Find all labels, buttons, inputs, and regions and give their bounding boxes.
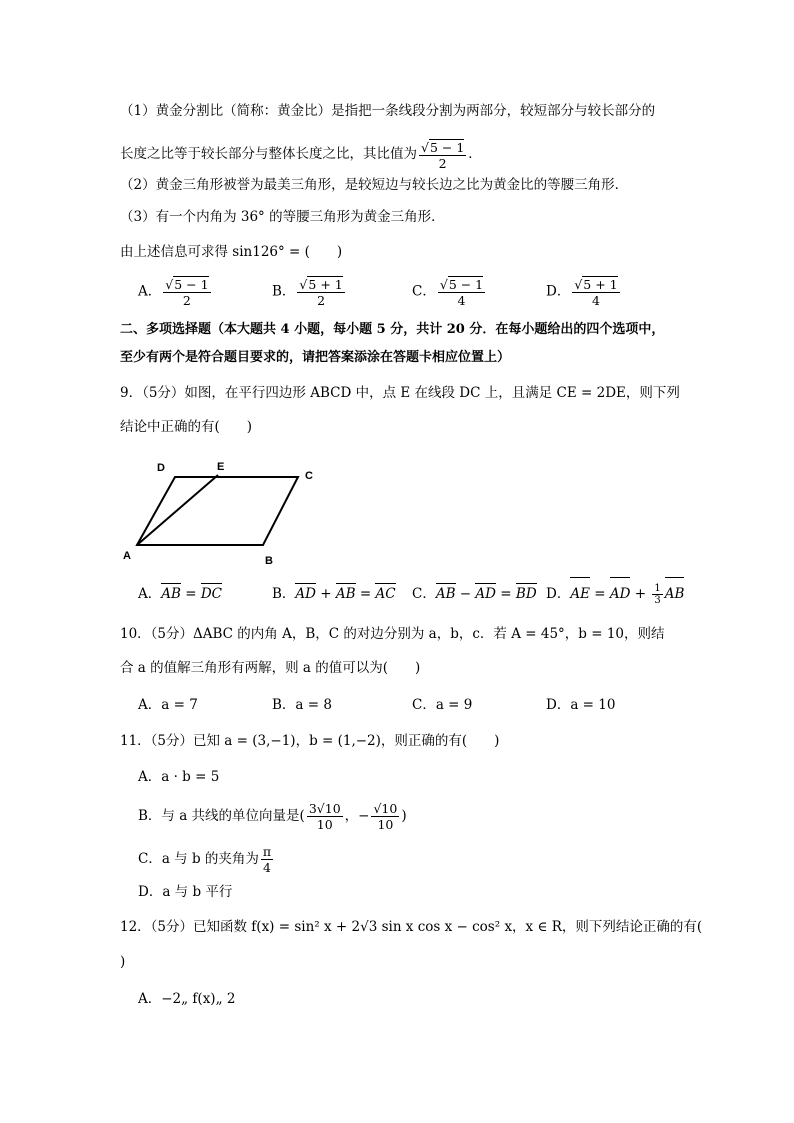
question-10-stem-line2: 合 a 的值解三角形有两解，则 a 的值可以为( ) [120,660,421,676]
parallelogram-figure [115,455,325,570]
question-10-stem-line1: 10．（5分）ΔABC 的内角 A，B，C 的对边分别为 a，b，c．若 A = 45°，b = 10，则结 [120,626,665,642]
q11-option-b[interactable]: B．与 a 共线的单位向量是( $\frac{3√10}{10}$ ，− $\frac{√10}{10}$ ) [138,801,407,832]
segment-ae [137,475,218,545]
point-a-label: A [123,550,131,562]
q10-option-d[interactable]: D．a = 10 [546,697,616,713]
section-2-header-line2: 至少有两个是符合题目要求的，请把答案添涂在答题卡相应位置上） [120,350,511,365]
section-2-header-line1: 二、多项选择题（本大题共 4 小题，每小题 5 分，共计 20 分．在每小题给出的四个选项中， [120,322,665,337]
golden-ratio-definition-text: 长度之比等于较长部分与整体长度之比，其比值为 [120,146,417,162]
parallelogram-abcd [137,477,298,545]
golden-triangle-angle-note: （3）有一个内角为 36° 的等腰三角形为黄金三角形． [120,209,445,225]
question-12-stem-line2: ) [120,954,126,970]
point-d-label: D [157,462,165,474]
q9-option-d[interactable]: D．AE = AD + $\frac{1}{3}$ AB [546,578,684,610]
q12-option-a[interactable]: A．−2„ f(x)„ 2 [138,991,236,1007]
question-9-stem-line1: 9．（5分）如图，在平行四边形 ABCD 中，点 E 在线段 DC 上，且满足 CE = 2DE，则下列 [120,385,680,401]
question-11-stem: 11．（5分）已知 a = (3,−1)，b = (1,−2)，则正确的有( ) [120,733,500,749]
golden-ratio-definition-line1: （1）黄金分割比（简称：黄金比）是指把一条线段分割为两部分，较短部分与较长部分的 [120,103,656,119]
q10-option-c[interactable]: C．a = 9 [412,697,473,713]
point-b-label: B [265,555,273,567]
golden-triangle-definition: （2）黄金三角形被誉为最美三角形，是较短边与较长边之比为黄金比的等腰三角形． [120,177,629,193]
question-8-stem: 由上述信息可求得 sin126° = ( ) [120,244,343,260]
golden-ratio-fraction: $\frac{√5 - 1}{2}$ [421,139,465,171]
point-e-label: E [217,461,225,473]
question-12-stem-line1: 12．（5分）已知函数 f(x) = sin² x + 2√3 sin x cos x − cos² x，x ∈ R，则下列结论正确的有( [120,919,703,935]
golden-ratio-definition-line2: 长度之比等于较长部分与整体长度之比，其比值为 $\frac{√5 - 1}{2}$ ． [120,139,482,171]
q11-option-d[interactable]: D．a 与 b 平行 [138,884,233,900]
q8-option-c[interactable]: C． $\frac{√5 - 1}{4}$ [412,277,484,308]
q9-option-b[interactable]: B．AD + AB = AC [272,586,396,602]
point-c-label: C [305,470,313,482]
q9-option-c[interactable]: C．AB − AD = BD [412,586,537,602]
question-9-stem-line2: 结论中正确的有( ) [120,419,253,435]
q11-option-a[interactable]: A．a · b = 5 [138,769,220,785]
q10-option-b[interactable]: B．a = 8 [272,697,332,713]
q8-option-a[interactable]: A． $\frac{√5 - 1}{2}$ [138,277,209,308]
q10-option-a[interactable]: A．a = 7 [138,697,198,713]
q11-option-c[interactable]: C．a 与 b 的夹角为 $\frac{\pi}{4}$ [138,844,272,875]
q8-option-d[interactable]: D． $\frac{√5 + 1}{4}$ [546,277,618,308]
q9-option-a[interactable]: A．AB = DC [138,586,222,602]
q8-option-b[interactable]: B． $\frac{√5 + 1}{2}$ [272,277,343,308]
